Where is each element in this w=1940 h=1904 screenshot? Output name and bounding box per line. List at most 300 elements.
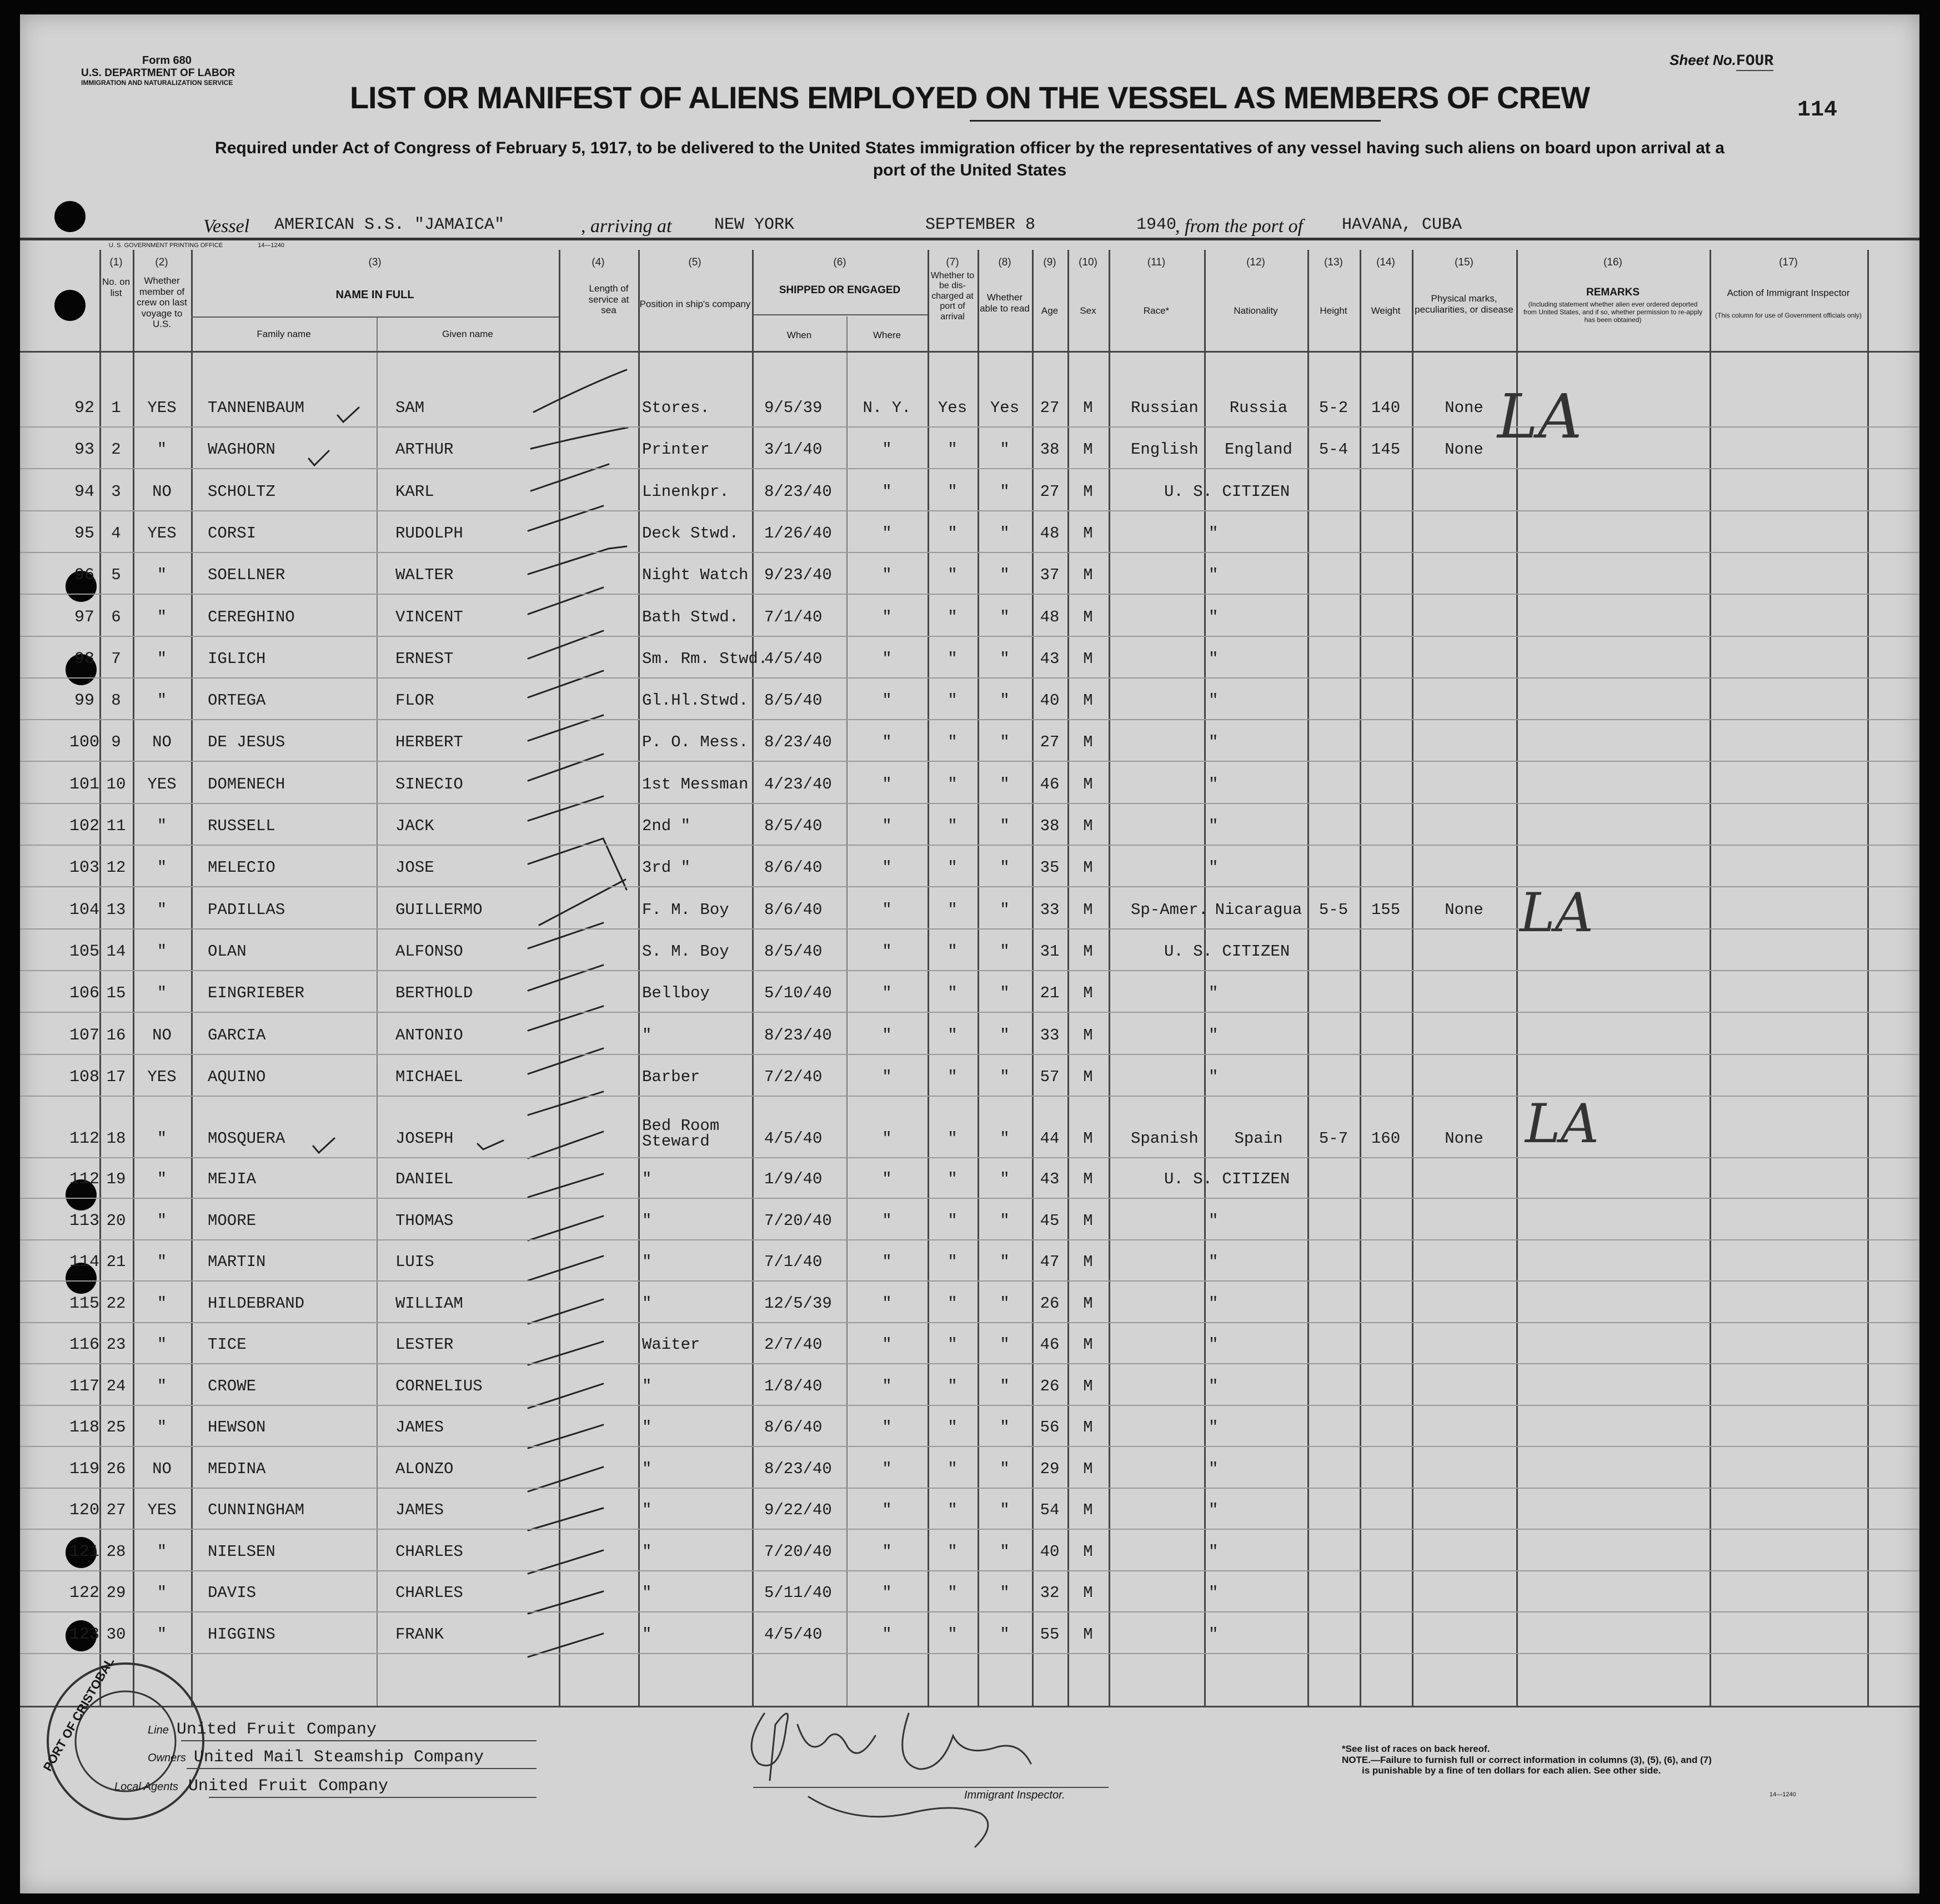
given-name: ALONZO (395, 1460, 454, 1478)
given-name: FLOR (395, 691, 434, 710)
age: 37 (1040, 566, 1060, 584)
race: " (1209, 566, 1219, 584)
sex: M (1083, 399, 1093, 417)
shipped-where: " (882, 1026, 892, 1044)
prev-voyage: " (157, 566, 167, 584)
shipped-where: " (882, 1418, 892, 1436)
given-name: KARL (395, 483, 434, 501)
vessel-label: Vessel (203, 216, 250, 237)
to-be-discharged: " (948, 483, 958, 501)
family-name: DAVIS (208, 1584, 257, 1602)
to-be-discharged: Yes (938, 399, 968, 417)
age: 45 (1040, 1212, 1060, 1230)
shipped-when: 8/23/40 (764, 733, 832, 751)
given-name: CHARLES (395, 1543, 463, 1561)
able-to-read: " (1000, 1129, 1010, 1148)
sex: M (1083, 524, 1093, 542)
to-be-discharged: " (948, 733, 958, 751)
shipped-where: " (882, 1543, 892, 1561)
shipped-where: " (882, 1335, 892, 1354)
family-name: OLAN (208, 942, 247, 961)
race: Russian (1131, 399, 1199, 417)
prev-voyage: " (157, 1543, 167, 1561)
col-age: Age (1041, 305, 1059, 316)
subtitle-line1: Required under Act of Congress of February 5, 1917, to be delivered to the United States immigration officer by the representatives of any vessel having such aliens on board upon arrival at a (215, 139, 1725, 157)
family-name: MEJIA (208, 1170, 257, 1188)
able-to-read: " (1000, 1377, 1010, 1395)
position: " (642, 1543, 652, 1561)
shipped-where: " (882, 483, 892, 501)
shipped-when: 1/9/40 (764, 1170, 823, 1188)
prev-voyage: YES (147, 524, 177, 542)
manifest-line-number: 101 (69, 775, 99, 794)
position: 2nd " (642, 817, 691, 835)
able-to-read: Yes (990, 399, 1020, 417)
to-be-discharged: " (948, 691, 958, 710)
col-physical-marks: Physical marks, peculiarities, or disease (1415, 293, 1513, 315)
prev-voyage: NO (152, 483, 172, 501)
age: 33 (1040, 1026, 1060, 1044)
prev-voyage: NO (152, 733, 172, 751)
race: " (1209, 1068, 1219, 1086)
shipped-where: " (882, 1625, 892, 1644)
sex: M (1083, 608, 1093, 626)
able-to-read: " (1000, 608, 1010, 626)
prev-voyage: " (157, 1335, 167, 1354)
prev-voyage: " (157, 984, 167, 1002)
owners-info (148, 1748, 484, 1767)
manifest-line-number: 94 (74, 483, 94, 501)
nationality: Spain (1234, 1129, 1283, 1148)
race: " (1209, 984, 1219, 1002)
sex: M (1083, 984, 1093, 1002)
physical-marks: None (1445, 399, 1483, 417)
shipped-where: " (882, 1068, 892, 1086)
able-to-read: " (1000, 775, 1010, 793)
prev-voyage: YES (147, 1068, 177, 1086)
age: 48 (1040, 608, 1060, 626)
to-be-discharged: " (948, 440, 958, 459)
age: 27 (1040, 733, 1060, 751)
manifest-line-number: 93 (74, 440, 94, 459)
family-name: GARCIA (208, 1026, 266, 1044)
given-name: SAM (395, 399, 425, 417)
position: Linenkpr. (642, 483, 729, 501)
port-stamp: PORT OF CRISTOBAL (40, 1655, 117, 1774)
shipped-where: " (882, 1294, 892, 1313)
age: 32 (1040, 1584, 1060, 1602)
line-info (148, 1720, 377, 1739)
race: " (1209, 1253, 1219, 1271)
shipped-when: 3/1/40 (764, 440, 823, 459)
shipped-where: " (882, 440, 892, 459)
age: 38 (1040, 440, 1060, 459)
race: U. S. CITIZEN (1164, 942, 1290, 961)
col-race: Race* (1143, 305, 1170, 316)
shipped-where: " (882, 858, 892, 877)
col-remarks: REMARKS (1586, 287, 1640, 298)
position: Bed Room Steward (642, 1117, 720, 1151)
form-number: Form 680 (142, 54, 192, 67)
shipped-when: 4/5/40 (764, 650, 823, 668)
shipped-when: 8/5/40 (764, 691, 823, 710)
prev-voyage: NO (152, 1460, 172, 1478)
shipped-when: 8/5/40 (764, 817, 823, 835)
printing-code: 14—1240 (258, 242, 284, 249)
shipped-where: " (882, 775, 892, 793)
shipped-where: " (882, 1377, 892, 1395)
able-to-read: " (1000, 1212, 1010, 1230)
manifest-line-number: 97 (74, 608, 94, 627)
col-family-name: Family name (257, 329, 311, 339)
no-on-list: 22 (106, 1294, 126, 1313)
age: 56 (1040, 1418, 1060, 1436)
able-to-read: " (1000, 1068, 1010, 1086)
to-be-discharged: " (948, 775, 958, 793)
weight: 145 (1371, 440, 1401, 459)
shipped-where: " (882, 733, 892, 751)
note-penalty-cont: is punishable by a fine of ten dollars for each alien. See other side. (1362, 1765, 1661, 1776)
shipped-when: 8/23/40 (764, 1460, 832, 1478)
prev-voyage: " (157, 650, 167, 668)
no-on-list: 16 (106, 1026, 126, 1044)
sheet-value: FOUR (1736, 53, 1774, 70)
column-number: (5) (688, 257, 701, 268)
shipped-when: 2/7/40 (764, 1335, 823, 1354)
shipped-when: 7/20/40 (764, 1212, 832, 1230)
prev-voyage: " (157, 1377, 167, 1395)
position: " (642, 1253, 652, 1271)
position: " (642, 1501, 652, 1519)
prev-voyage: YES (147, 1501, 177, 1519)
prev-voyage: " (157, 1294, 167, 1313)
to-be-discharged: " (948, 901, 958, 919)
to-be-discharged: " (948, 1253, 958, 1271)
manifest-line-number: 107 (69, 1026, 99, 1045)
shipped-when: 5/11/40 (764, 1584, 832, 1602)
family-name: MOORE (208, 1212, 257, 1230)
column-number: (15) (1455, 257, 1473, 268)
no-on-list: 18 (106, 1129, 126, 1148)
to-be-discharged: " (948, 817, 958, 835)
race: " (1209, 817, 1219, 835)
shipped-where: " (882, 608, 892, 626)
given-name: GUILLERMO (395, 901, 483, 919)
note-races: *See list of races on back hereof. (1342, 1744, 1490, 1754)
prev-voyage: " (157, 1253, 167, 1271)
no-on-list: 26 (106, 1460, 126, 1478)
physical-marks: None (1445, 1129, 1483, 1148)
sex: M (1083, 1543, 1093, 1561)
no-on-list: 14 (106, 942, 126, 961)
column-number: (1) (109, 257, 123, 268)
column-number: (12) (1246, 257, 1265, 268)
no-on-list: 20 (106, 1212, 126, 1230)
col-remarks-note: (Including statement whether alien ever ordered deported from United States, and if so, whether permission to re-apply has been obtained) (1523, 300, 1703, 324)
family-name: CORSI (208, 524, 257, 542)
family-name: SOELLNER (208, 566, 285, 584)
manifest-line-number: 92 (74, 399, 94, 418)
shipped-when: 7/2/40 (764, 1068, 823, 1086)
position: Printer (642, 440, 710, 459)
footer-notes (1342, 1744, 1712, 1776)
family-name: HIGGINS (208, 1625, 275, 1644)
shipped-where: " (882, 1501, 892, 1519)
manifest-line-number: 114 (69, 1253, 99, 1272)
from-port: HAVANA, CUBA (1342, 215, 1462, 234)
shipped-when: 8/23/40 (764, 483, 832, 501)
position: " (642, 1212, 652, 1230)
age: 40 (1040, 1543, 1060, 1561)
able-to-read: " (1000, 942, 1010, 961)
no-on-list: 19 (106, 1170, 126, 1188)
owners-label: Owners (148, 1752, 186, 1764)
to-be-discharged: " (948, 1460, 958, 1478)
manifest-line-number: 116 (69, 1335, 99, 1354)
sex: M (1083, 1625, 1093, 1644)
prev-voyage: " (157, 901, 167, 919)
shipped-when: 9/5/39 (764, 399, 823, 417)
family-name: DE JESUS (208, 733, 285, 751)
no-on-list: 12 (106, 858, 126, 877)
line-value: United Fruit Company (176, 1720, 377, 1739)
able-to-read: " (1000, 1335, 1010, 1354)
no-on-list: 13 (106, 901, 126, 919)
race: " (1209, 1543, 1219, 1561)
manifest-line-number: 122 (69, 1584, 99, 1602)
age: 46 (1040, 1335, 1060, 1354)
given-name: JAMES (395, 1501, 444, 1519)
prev-voyage: " (157, 817, 167, 835)
shipped-when: 8/23/40 (764, 1026, 832, 1044)
to-be-discharged: " (948, 1212, 958, 1230)
able-to-read: " (1000, 1460, 1010, 1478)
race: " (1209, 775, 1219, 793)
family-name: MOSQUERA (208, 1129, 285, 1148)
shipped-where: " (882, 901, 892, 919)
shipped-when: 12/5/39 (764, 1294, 832, 1313)
given-name: LESTER (395, 1335, 454, 1354)
family-name: CUNNINGHAM (208, 1501, 305, 1519)
sex: M (1083, 1170, 1093, 1188)
inspector-initials: LA (1520, 882, 1594, 944)
column-number: (13) (1324, 257, 1343, 268)
able-to-read: " (1000, 483, 1010, 501)
nationality: Nicaragua (1215, 901, 1302, 919)
col-no-on-list: No. on list (102, 277, 131, 298)
prev-voyage: " (157, 691, 167, 710)
manifest-line-number: 102 (69, 817, 99, 836)
position: " (642, 1170, 652, 1188)
shipped-when: 5/10/40 (764, 984, 832, 1002)
sex: M (1083, 901, 1093, 919)
family-name: MEDINA (208, 1460, 266, 1478)
shipped-when: 9/22/40 (764, 1501, 832, 1519)
to-be-discharged: " (948, 1335, 958, 1354)
column-number: (11) (1147, 257, 1166, 268)
able-to-read: " (1000, 1584, 1010, 1602)
age: 44 (1040, 1129, 1060, 1148)
able-to-read: " (1000, 1625, 1010, 1644)
no-on-list: 30 (106, 1625, 126, 1644)
age: 29 (1040, 1460, 1060, 1478)
manifest-line-number: 105 (69, 942, 99, 961)
printing-office-label: U. S. GOVERNMENT PRINTING OFFICE (109, 242, 223, 249)
shipped-where: " (882, 566, 892, 584)
nationality: England (1225, 440, 1292, 459)
column-number: (9) (1043, 257, 1056, 268)
col-name-in-full: NAME IN FULL (335, 289, 414, 301)
sex: M (1083, 858, 1093, 877)
to-be-discharged: " (948, 1170, 958, 1188)
prev-voyage: " (157, 1625, 167, 1644)
given-name: WILLIAM (395, 1294, 463, 1313)
family-name: IGLICH (208, 650, 266, 668)
column-number: (6) (833, 257, 846, 268)
prev-voyage: NO (152, 1026, 172, 1044)
given-name: ARTHUR (395, 440, 454, 459)
shipped-where: " (882, 1129, 892, 1148)
prev-voyage: " (157, 942, 167, 961)
prev-voyage: " (157, 1584, 167, 1602)
able-to-read: " (1000, 1294, 1010, 1313)
given-name: JOSEPH (395, 1129, 454, 1148)
shipped-where: " (882, 942, 892, 961)
prev-voyage: " (157, 1129, 167, 1148)
race: " (1209, 524, 1219, 542)
department: U.S. DEPARTMENT OF LABOR (81, 67, 235, 79)
col-action-inspector: Action of Immigrant Inspector (1727, 288, 1850, 298)
no-on-list: 23 (106, 1335, 126, 1354)
race: " (1209, 1460, 1219, 1478)
position: Bellboy (642, 984, 710, 1002)
to-be-discharged: " (948, 1418, 958, 1436)
prev-voyage: YES (147, 775, 177, 793)
sex: M (1083, 483, 1093, 501)
manifest-line-number: 115 (69, 1294, 99, 1313)
sex: M (1083, 691, 1093, 710)
given-name: LUIS (395, 1253, 434, 1271)
position: Waiter (642, 1335, 700, 1354)
shipped-when: 8/6/40 (764, 858, 823, 877)
sex: M (1083, 1129, 1093, 1148)
age: 26 (1040, 1294, 1060, 1313)
prev-voyage: " (157, 858, 167, 877)
able-to-read: " (1000, 733, 1010, 751)
sex: M (1083, 817, 1093, 835)
service: IMMIGRATION AND NATURALIZATION SERVICE (81, 78, 233, 87)
agents-info (114, 1777, 388, 1796)
position: " (642, 1625, 652, 1644)
prev-voyage: " (157, 608, 167, 626)
shipped-where: " (882, 650, 892, 668)
col-when: When (786, 330, 812, 340)
col-discharged: Whether to be dis-charged at port of arrival (930, 271, 975, 321)
age: 31 (1040, 942, 1060, 961)
weight: 155 (1371, 901, 1401, 919)
manifest-line-number: 96 (74, 566, 94, 585)
shipped-when: 4/23/40 (764, 775, 832, 793)
no-on-list: 1 (111, 399, 121, 417)
col-position: Position in ship's company (639, 299, 751, 309)
footer-print-code: 14—1240 (1769, 1791, 1796, 1798)
given-name: CORNELIUS (395, 1377, 483, 1395)
race: " (1209, 691, 1219, 710)
manifest-line-number: 108 (69, 1068, 99, 1087)
column-number: (8) (998, 257, 1011, 268)
able-to-read: " (1000, 1543, 1010, 1561)
no-on-list: 3 (111, 483, 121, 501)
sex: M (1083, 1026, 1093, 1044)
given-name: JAMES (395, 1418, 444, 1436)
able-to-read: " (1000, 1170, 1010, 1188)
family-name: NIELSEN (208, 1543, 275, 1561)
position: " (642, 1460, 652, 1478)
column-number: (10) (1079, 257, 1097, 268)
position: " (642, 1377, 652, 1395)
to-be-discharged: " (948, 1584, 958, 1602)
inspector-initials: LA (1497, 381, 1582, 452)
given-name: ANTONIO (395, 1026, 463, 1044)
race: " (1209, 1584, 1219, 1602)
race: " (1209, 1294, 1219, 1313)
race: " (1209, 733, 1219, 751)
position: Deck Stwd. (642, 524, 739, 542)
family-name: EINGRIEBER (208, 984, 305, 1002)
given-name: THOMAS (395, 1212, 454, 1230)
sex: M (1083, 1068, 1093, 1086)
position: Bath Stwd. (642, 608, 739, 626)
age: 57 (1040, 1068, 1060, 1086)
no-on-list: 6 (111, 608, 121, 626)
sex: M (1083, 775, 1093, 793)
shipped-where: " (882, 1212, 892, 1230)
shipped-where: N. Y. (863, 399, 911, 417)
sex: M (1083, 733, 1093, 751)
shipped-when: 8/6/40 (764, 901, 823, 919)
given-name: HERBERT (395, 733, 463, 751)
to-be-discharged: " (948, 650, 958, 668)
sheet-label: Sheet No. (1670, 52, 1736, 68)
physical-marks: None (1445, 440, 1483, 459)
age: 33 (1040, 901, 1060, 919)
no-on-list: 24 (106, 1377, 126, 1395)
race: " (1209, 858, 1219, 877)
given-name: JACK (395, 817, 434, 835)
able-to-read: " (1000, 901, 1010, 919)
shipped-where: " (882, 817, 892, 835)
given-name: MICHAEL (395, 1068, 463, 1086)
given-name: ALFONSO (395, 942, 463, 961)
col-prev-voyage: Whether member of crew on last voyage to U.S. (137, 275, 187, 330)
no-on-list: 10 (106, 775, 126, 793)
family-name: HILDEBRAND (208, 1294, 305, 1313)
able-to-read: " (1000, 858, 1010, 877)
given-name: SINECIO (395, 775, 463, 793)
weight: 140 (1371, 399, 1401, 417)
family-name: HEWSON (208, 1418, 266, 1436)
manifest-line-number: 106 (69, 984, 99, 1003)
col-able-read: Whether able to read (980, 292, 1030, 314)
age: 47 (1040, 1253, 1060, 1271)
col-where: Where (873, 330, 901, 340)
manifest-line-number: 95 (74, 524, 94, 543)
weight: 160 (1371, 1129, 1401, 1148)
prev-voyage: YES (147, 399, 177, 417)
sex: M (1083, 1584, 1093, 1602)
agents-value: United Fruit Company (188, 1777, 388, 1796)
given-name: JOSE (395, 858, 434, 877)
